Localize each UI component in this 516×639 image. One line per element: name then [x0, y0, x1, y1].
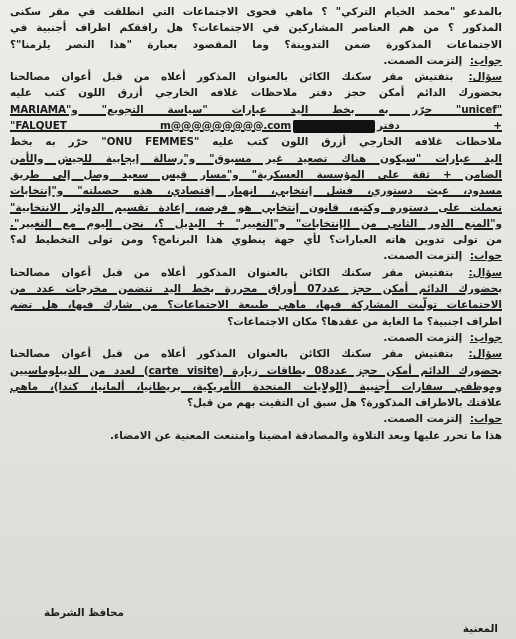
text-line: [10, 151, 502, 167]
text-line: [10, 395, 502, 411]
line-text: تعملت على دستوره وكتبه، قانون إنتخابي هو فرضه، إعادة تقسيم الدوائر الانتخابية": [10, 201, 502, 214]
text-line: [10, 118, 502, 134]
subject-signature-label: المعنية: [462, 623, 498, 635]
text-line: [10, 281, 502, 297]
line-text: بحضورك الدائم أمكن حجز دفتر ملاحظات غلافه الخارجي أزرق اللون كتب عليه: [10, 87, 502, 100]
police-commissioner-signature-label: محافظ الشرطة: [44, 607, 124, 619]
text-line: [10, 200, 502, 216]
text-line: [10, 314, 502, 330]
line-text: + دفتر: [377, 120, 502, 133]
text-line: [10, 134, 502, 150]
text-line: [10, 167, 502, 183]
qa-text: بتفتيش مقر سكنك الكائن بالعنوان المذكور أعلاه من قبل أعوان مصالحنا: [10, 348, 465, 361]
qa-text: بتفتيش مقر سكنك الكائن بالعنوان المذكور أعلاه من قبل أعوان مصالحنا: [10, 266, 465, 279]
line-text: "unicef" حرّر به بخط اليد عبارات "سياسة التجويع" و"MARIAMA: [10, 103, 502, 116]
qa-text: إلتزمت الصمت.: [383, 54, 466, 67]
answer-line: [10, 53, 502, 69]
line-text: "FALQUET m@@@@@@@@@.com: [10, 120, 292, 133]
qa-text: بتفتيش مقر سكنك الكائن بالعنوان المذكور أعلاه من قبل أعوان مصالحنا: [10, 71, 465, 84]
text-line: [10, 428, 502, 444]
qa-label: جواب:: [469, 331, 502, 344]
line-text: الاجتماعات المذكورة ضمن التدوينة؟ وما المقصود بعبارة "هذا النصر يلزمنا"؟: [10, 38, 502, 51]
qa-label: سؤال:: [468, 71, 502, 84]
qa-label: جواب:: [469, 54, 502, 67]
line-text: اليد عبارات "سيكون هناك تصعيد غير مسبوق" و"رسالة إيجابية للجيش والأمن: [10, 152, 502, 165]
answer-line: [10, 330, 502, 346]
text-line: [10, 4, 502, 20]
line-text: بحضورك الدائم أمكن حجز عدد08 بطاقات زيارة (carte visite) لعدد من الديبلوماسيين: [10, 364, 502, 377]
line-text: المذكور ؟ من هم العناصر المشاركين في الاجتماعات؟ هل رافقكم اطراف أجنبية في: [10, 22, 502, 35]
text-line: [10, 363, 502, 379]
qa-text: إلتزمت الصمت.: [383, 331, 466, 344]
line-text: ملاحظات غلافه الخارجي أزرق اللون كتب عليه "ONU FEMMES" حرّر به بخط: [10, 136, 502, 149]
qa-text: إلتزمت الصمت.: [383, 413, 466, 426]
qa-label: جواب:: [469, 250, 502, 263]
line-text: الاجتماعات تولّيت المشاركة فيها، ماهي طبيعة الاجتماعات؟ من شارك فيها، هل تضم: [10, 299, 502, 312]
line-text: مسدود، عبث دستوري، فشل إنتخابي، انهيار إقتصادي، هذه حصيلته" و"إنتخابات: [10, 185, 502, 198]
text-line: [10, 102, 502, 118]
answer-line: [10, 248, 502, 264]
line-text: الضامن + ثقة على المؤسسة العسكرية" و"مسار قيس سعيد وصل إلى طريق: [10, 168, 502, 181]
text-line: [10, 216, 502, 232]
text-line: [10, 20, 502, 36]
line-text: من تولى تدوين هاته العبارات؟ لأي جهة ينطوي هذا البرنامج؟ ومن تولى التخطيط له؟: [10, 234, 502, 247]
qa-label: سؤال:: [468, 348, 502, 361]
text-line: [10, 232, 502, 248]
document-body: [10, 4, 502, 444]
line-text: هذا ما تحرر عليها وبعد التلاوة والمصادقة امضينا وامتنعت المعنية عن الامضاء.: [109, 429, 502, 442]
qa-label: جواب:: [469, 413, 502, 426]
text-line: [10, 183, 502, 199]
line-text: اطراف اجنبية؟ ما الغاية من عقدها؟ مكان الاجتماعات؟: [227, 315, 502, 328]
text-line: [10, 37, 502, 53]
question-line: [10, 69, 502, 85]
answer-line: [10, 411, 502, 427]
line-text: علاقتك بالاطراف المذكورة؟ هل سبق ان التقيت بهم من قبل؟: [186, 397, 502, 410]
qa-text: إلتزمت الصمت.: [383, 250, 466, 263]
text-line: [10, 297, 502, 313]
qa-label: سؤال:: [468, 266, 502, 279]
text-line: [10, 379, 502, 395]
question-line: [10, 265, 502, 281]
line-text: بالمدعو "محمد الخيام التركي" ؟ ماهي فحوى الاجتماعات التي انطلقت في مقر سكنى: [10, 6, 502, 18]
redaction-block: [293, 120, 375, 133]
question-line: [10, 346, 502, 362]
text-line: [10, 85, 502, 101]
line-text: و"المنع الدور الثاني من الإنتخابات" و"التغيير" + البديل ؟، نحن اليوم مع التغيير".: [10, 217, 502, 230]
line-text: بحضورك الدائم أمكن حجز عدد07 أوراق محررة بخط اليد تتضمن مخرجات عدد من: [10, 283, 502, 296]
line-text: وموظفي سفارات أجنبية (الولايات المتحدة الأمريكية، بريطانيا، ألمانيا، كندا)، ماهي: [10, 380, 502, 393]
